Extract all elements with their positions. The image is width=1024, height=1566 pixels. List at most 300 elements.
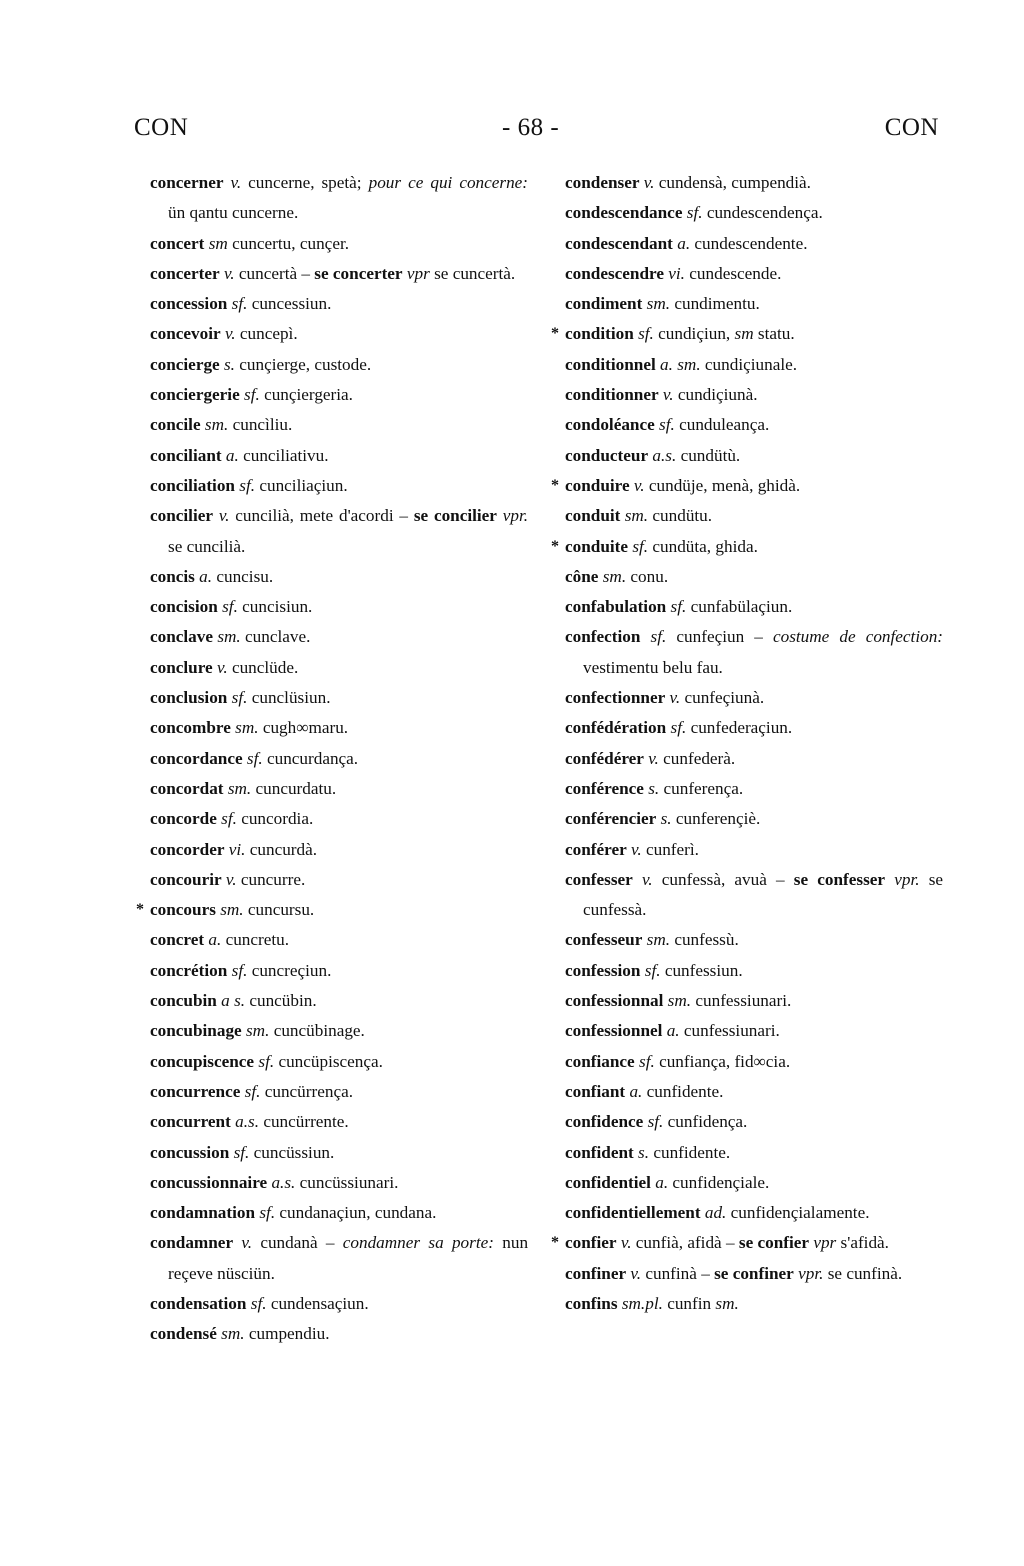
grammar-label: a. xyxy=(655,1172,669,1192)
translation: cunfessù. xyxy=(674,930,739,950)
dictionary-entry xyxy=(565,683,943,713)
translation: cunfidente. xyxy=(653,1142,731,1162)
dictionary-entry xyxy=(565,592,943,622)
headword: concerter xyxy=(150,263,220,283)
dictionary-entry xyxy=(565,441,943,471)
dictionary-entry xyxy=(150,168,528,229)
headword: condensé xyxy=(150,1324,217,1344)
grammar-label: a. sm. xyxy=(660,354,701,374)
grammar-label: v. xyxy=(641,869,653,889)
dictionary-entry xyxy=(150,956,528,986)
dictionary-entry xyxy=(565,1289,943,1319)
headword: conduire xyxy=(565,475,630,495)
grammar-label: sf. xyxy=(221,809,237,829)
dictionary-entry xyxy=(150,804,528,834)
grammar-label: sf. xyxy=(231,960,248,980)
headword: condescendant xyxy=(565,233,673,253)
headword: concrétion xyxy=(150,960,228,980)
phrase-example: pour ce qui concerne: xyxy=(368,173,529,192)
asterisk-marker: * xyxy=(551,537,559,555)
grammar-label: sf. xyxy=(233,1142,250,1162)
translation: cunfabülaçiun. xyxy=(690,597,793,617)
translation: cuncübinage. xyxy=(273,1021,365,1041)
dictionary-entry xyxy=(150,471,528,501)
headword: concordance xyxy=(150,748,243,768)
translation: cundüje, menà, ghidà. xyxy=(648,475,801,495)
headword: concurrence xyxy=(150,1081,241,1101)
dictionary-entry xyxy=(150,653,528,683)
grammar-label: v. xyxy=(648,748,659,768)
translation: cunferença. xyxy=(663,778,744,798)
grammar-label: v. xyxy=(225,869,237,889)
grammar-label: sf. xyxy=(244,385,260,405)
dictionary-entry xyxy=(565,925,943,955)
sub-headword: se confier xyxy=(738,1233,810,1253)
translation: cundensaçiun. xyxy=(270,1293,369,1313)
grammar-label: sm xyxy=(734,324,754,344)
translation: cuncurdatu. xyxy=(255,778,337,798)
headword: concubinage xyxy=(150,1021,242,1041)
phrase-example: condamner sa porte: xyxy=(342,1233,494,1253)
grammar-label: sm. xyxy=(624,506,649,526)
dictionary-entry xyxy=(565,501,943,531)
dictionary-entry xyxy=(551,532,943,562)
headword: condenser xyxy=(565,173,640,192)
grammar-label: sm. xyxy=(235,718,259,738)
dictionary-entry xyxy=(150,1107,528,1137)
translation: cundescendença. xyxy=(706,203,823,223)
grammar-label: sf. xyxy=(246,748,263,768)
dictionary-entry xyxy=(150,289,528,319)
headword: conciliant xyxy=(150,445,222,465)
dictionary-entry xyxy=(565,259,943,289)
translation: cuncessiun. xyxy=(251,294,332,314)
translation: se cuncilià. xyxy=(168,536,246,556)
dictionary-entry xyxy=(150,1168,528,1198)
grammar-label: v. xyxy=(223,263,235,283)
headword: concision xyxy=(150,597,218,617)
headword: confessionnal xyxy=(565,991,664,1011)
dictionary-entry xyxy=(565,410,943,440)
translation: cundüta, ghida. xyxy=(652,536,758,556)
grammar-label: sf. xyxy=(686,203,703,223)
headword: concubin xyxy=(150,991,217,1011)
grammar-label: a.s. xyxy=(235,1112,260,1132)
headword: concession xyxy=(150,294,228,314)
translation: cuncürrença. xyxy=(264,1081,353,1101)
grammar-label: a. xyxy=(208,930,222,950)
grammar-label: a.s. xyxy=(271,1172,296,1192)
dictionary-entry xyxy=(565,835,943,865)
translation: se cuncertà. xyxy=(434,263,516,283)
headword: confidence xyxy=(565,1112,644,1132)
grammar-label: sm. xyxy=(221,1324,245,1344)
translation: cundiçiunà. xyxy=(677,385,758,405)
dictionary-entry xyxy=(150,683,528,713)
dictionary-entry xyxy=(150,1077,528,1107)
translation: conu. xyxy=(630,566,669,586)
grammar-label: sm. xyxy=(227,778,252,798)
dictionary-entry xyxy=(150,259,528,289)
grammar-label: sm. xyxy=(204,415,229,435)
headword: concorde xyxy=(150,809,217,829)
headword: confesser xyxy=(565,869,633,889)
asterisk-marker: * xyxy=(551,325,559,343)
headword: condamnation xyxy=(150,1203,256,1223)
translation: cundanà – xyxy=(260,1233,335,1253)
dictionary-entry xyxy=(150,380,528,410)
headword: concret xyxy=(150,930,205,950)
headword: concile xyxy=(150,415,201,435)
dictionary-entry xyxy=(150,1289,528,1319)
left-column xyxy=(136,168,529,1350)
dictionary-entry xyxy=(565,622,943,683)
headword: confiance xyxy=(565,1051,635,1071)
dictionary-entry xyxy=(150,410,528,440)
grammar-label: v. xyxy=(230,173,242,192)
headword: condamner xyxy=(150,1233,234,1253)
grammar-label: sf. xyxy=(638,324,654,344)
grammar-label: sf. xyxy=(244,1081,261,1101)
headword: conducteur xyxy=(565,445,649,465)
headword: confédération xyxy=(565,718,667,738)
headword: conciergerie xyxy=(150,385,240,405)
grammar-label: v. xyxy=(669,688,681,708)
grammar-label: sm xyxy=(208,233,228,253)
running-head-right: CON xyxy=(884,114,939,141)
grammar-label: sf. xyxy=(258,1051,275,1071)
headword: concilier xyxy=(150,506,213,526)
dictionary-entry xyxy=(551,319,943,349)
headword: confident xyxy=(565,1142,634,1162)
headword: concordat xyxy=(150,778,224,798)
translation: vestimentu belu fau. xyxy=(583,657,723,677)
dictionary-entry xyxy=(150,350,528,380)
dictionary-entry xyxy=(565,289,943,319)
translation: cunferì. xyxy=(645,839,699,859)
headword: concorder xyxy=(150,839,225,859)
grammar-label: a. xyxy=(225,445,239,465)
translation: cuncerne, spetà; xyxy=(248,173,362,192)
translation: cunclave. xyxy=(245,627,311,647)
grammar-label: v. xyxy=(620,1233,632,1253)
grammar-label: sf. xyxy=(239,475,256,495)
translation: cundiçiunale. xyxy=(704,354,798,374)
translation: cuncübin. xyxy=(249,991,317,1011)
translation: cunfin xyxy=(667,1293,712,1313)
translation: cundanaçiun, cundana. xyxy=(279,1203,437,1223)
grammar-label: sm. xyxy=(217,627,241,647)
translation: cuncürrente. xyxy=(263,1112,349,1132)
grammar-label: sf. xyxy=(250,1293,267,1313)
translation: cunfessiunari. xyxy=(683,1021,780,1041)
translation: cunfidençialamente. xyxy=(730,1203,870,1223)
dictionary-entry xyxy=(565,1138,943,1168)
grammar-label: a. xyxy=(199,566,213,586)
translation: cuncertà – xyxy=(238,263,310,283)
asterisk-marker: * xyxy=(551,1234,559,1252)
translation: cunfidença. xyxy=(667,1112,748,1132)
dictionary-entry xyxy=(565,1168,943,1198)
grammar-label: s. xyxy=(648,778,660,798)
phrase-example: costume de confection: xyxy=(772,627,944,647)
headword: conférer xyxy=(565,839,627,859)
headword: confession xyxy=(565,960,641,980)
grammar-label: sm. xyxy=(646,294,671,314)
dictionary-entry xyxy=(565,1047,943,1077)
dictionary-entry xyxy=(150,1198,528,1228)
translation: cumpendiu. xyxy=(248,1324,330,1344)
grammar-label: s. xyxy=(638,1142,650,1162)
translation: cuncordia. xyxy=(241,809,314,829)
dictionary-entry xyxy=(565,804,943,834)
asterisk-marker: * xyxy=(551,476,559,494)
headword: conduit xyxy=(565,506,621,526)
translation: cuncurdà. xyxy=(249,839,318,859)
translation: cunfessiun. xyxy=(664,960,743,980)
headword: confidentiellement xyxy=(565,1203,701,1223)
page-number: - 68 - xyxy=(502,114,560,141)
grammar-label: vpr xyxy=(406,263,430,283)
grammar-label: sm. xyxy=(715,1293,739,1313)
translation: cuncüpiscença. xyxy=(278,1051,383,1071)
grammar-label: sf. xyxy=(647,1112,664,1132)
dictionary-entry xyxy=(565,380,943,410)
headword: confier xyxy=(565,1233,617,1253)
translation: cunduleança. xyxy=(679,415,770,435)
dictionary-entry xyxy=(565,865,943,926)
grammar-label: vi. xyxy=(668,263,685,283)
headword: confiant xyxy=(565,1081,626,1101)
headword: confédérer xyxy=(565,748,644,768)
dictionary-entry xyxy=(565,774,943,804)
dictionary-entry xyxy=(150,319,528,349)
translation: cunçierge, custode. xyxy=(239,354,372,374)
translation: s'afidà. xyxy=(840,1233,889,1253)
translation: nun reçeve nüsciün. xyxy=(168,1233,529,1283)
headword: conférence xyxy=(565,778,644,798)
sub-headword: se concilier xyxy=(413,506,497,526)
translation: cuncertu, cunçer. xyxy=(232,233,350,253)
headword: concourir xyxy=(150,869,222,889)
headword: confins xyxy=(565,1293,618,1313)
grammar-label: sf. xyxy=(222,597,238,617)
dictionary-entry xyxy=(150,865,528,895)
grammar-label: vpr. xyxy=(502,506,529,526)
translation: cuncisiun. xyxy=(242,597,313,617)
grammar-label: sf. xyxy=(659,415,675,435)
translation: cundescende. xyxy=(689,263,782,283)
dictionary-entry xyxy=(150,501,528,562)
dictionary-entry xyxy=(565,1077,943,1107)
grammar-label: v. xyxy=(630,1263,642,1283)
translation: cuncüssiun. xyxy=(253,1142,335,1162)
translation: cunfederà. xyxy=(663,748,736,768)
headword: conclure xyxy=(150,657,213,677)
dictionary-entry xyxy=(150,1047,528,1077)
headword: cône xyxy=(565,566,599,586)
translation: cundütù. xyxy=(680,445,741,465)
grammar-label: v. xyxy=(241,1233,253,1253)
translation: cunçiergeria. xyxy=(264,385,353,405)
dictionary-entry xyxy=(150,744,528,774)
grammar-label: vpr xyxy=(813,1233,837,1253)
translation: cundiçiun, xyxy=(658,324,731,344)
grammar-label: v. xyxy=(217,657,228,677)
headword: concours xyxy=(150,900,216,920)
headword: concupiscence xyxy=(150,1051,255,1071)
headword: condescendance xyxy=(565,203,683,223)
grammar-label: sf. xyxy=(231,688,248,708)
dictionary-entry xyxy=(150,1228,528,1289)
dictionary-entry xyxy=(565,956,943,986)
grammar-label: v. xyxy=(224,324,236,344)
grammar-label: v. xyxy=(662,385,674,405)
translation: cuncreçiun. xyxy=(251,960,332,980)
grammar-label: ad. xyxy=(704,1203,727,1223)
translation: cuncurre. xyxy=(240,869,306,889)
translation: cuncilià, mete d'acordi – xyxy=(235,506,409,526)
running-head-left: CON xyxy=(134,114,189,141)
translation: cunfessà, avuà – xyxy=(661,869,785,889)
translation: cuncüssiunari. xyxy=(299,1172,399,1192)
translation: cugh∞maru. xyxy=(262,718,349,738)
translation: cunciliaçiun. xyxy=(259,475,348,495)
dictionary-entry xyxy=(565,1107,943,1137)
dictionary-entry xyxy=(150,713,528,743)
headword: concert xyxy=(150,233,205,253)
dictionary-entry xyxy=(150,441,528,471)
right-column xyxy=(551,168,944,1319)
translation: cunfidente. xyxy=(646,1081,724,1101)
dictionary-entry xyxy=(565,986,943,1016)
translation: cundimentu. xyxy=(674,294,760,314)
translation: statu. xyxy=(757,324,795,344)
dictionary-entry xyxy=(565,1198,943,1228)
translation: se cunfessà. xyxy=(583,869,944,920)
asterisk-marker: * xyxy=(136,901,144,919)
sub-headword: se confiner xyxy=(714,1263,794,1283)
translation: cuncìliu. xyxy=(232,415,293,435)
headword: conclusion xyxy=(150,688,228,708)
dictionary-entry xyxy=(565,744,943,774)
grammar-label: sf. xyxy=(259,1203,276,1223)
translation: cunfià, afidà – xyxy=(635,1233,735,1253)
translation: cunfeçiunà. xyxy=(684,688,765,708)
grammar-label: sf. xyxy=(644,960,661,980)
grammar-label: s. xyxy=(223,354,235,374)
translation: se cunfinà. xyxy=(827,1263,903,1283)
grammar-label: vi. xyxy=(228,839,246,859)
grammar-label: sm. xyxy=(245,1021,270,1041)
headword: conférencier xyxy=(565,809,657,829)
sub-headword: se concerter xyxy=(314,263,403,283)
grammar-label: sf. xyxy=(639,1051,655,1071)
headword: concierge xyxy=(150,354,220,374)
headword: confessionnel xyxy=(565,1021,663,1041)
grammar-label: a. xyxy=(629,1081,643,1101)
grammar-label: vpr. xyxy=(894,869,920,889)
grammar-label: sf. xyxy=(632,536,649,556)
translation: cunfeçiun – xyxy=(676,627,763,647)
headword: conditionnel xyxy=(565,354,656,374)
translation: cundütu. xyxy=(652,506,713,526)
translation: cuncisu. xyxy=(216,566,274,586)
headword: confiner xyxy=(565,1263,627,1283)
dictionary-entry xyxy=(150,1319,528,1349)
grammar-label: sm. xyxy=(646,930,671,950)
grammar-label: v. xyxy=(643,173,655,192)
dictionary-entry xyxy=(150,562,528,592)
headword: condensation xyxy=(150,1293,247,1313)
translation: cuncepì. xyxy=(239,324,298,344)
sub-headword: se confesser xyxy=(793,869,886,889)
dictionary-entry xyxy=(565,198,943,228)
grammar-label: sm. xyxy=(220,900,244,920)
translation: cunferençiè. xyxy=(675,809,761,829)
dictionary-entry xyxy=(565,229,943,259)
grammar-label: sf. xyxy=(670,718,687,738)
grammar-label: sm. xyxy=(602,566,627,586)
headword: concussionnaire xyxy=(150,1172,268,1192)
headword: conditionner xyxy=(565,385,659,405)
headword: concurrent xyxy=(150,1112,231,1132)
headword: conclave xyxy=(150,627,214,647)
translation: cunfiança, fid∞cia. xyxy=(659,1051,791,1071)
grammar-label: s. xyxy=(660,809,672,829)
grammar-label: sf. xyxy=(670,597,687,617)
page-header xyxy=(134,114,939,146)
translation: cunclüsiun. xyxy=(251,688,331,708)
dictionary-entry xyxy=(150,986,528,1016)
grammar-label: sm.pl. xyxy=(621,1293,663,1313)
dictionary-entry xyxy=(150,622,528,652)
translation: cundensà, cumpendià. xyxy=(658,173,811,192)
headword: condoléance xyxy=(565,415,655,435)
dictionary-entry xyxy=(565,350,943,380)
grammar-label: sf. xyxy=(231,294,248,314)
headword: confabulation xyxy=(565,597,667,617)
dictionary-entry xyxy=(551,1228,943,1258)
headword: conciliation xyxy=(150,475,235,495)
dictionary-entry xyxy=(136,895,528,925)
headword: concerner xyxy=(150,173,224,192)
translation: cunclüde. xyxy=(231,657,299,677)
translation: ün qantu cuncerne. xyxy=(168,203,299,223)
dictionary-entry xyxy=(565,1016,943,1046)
grammar-label: a. xyxy=(666,1021,680,1041)
grammar-label: v. xyxy=(631,839,642,859)
headword: condescendre xyxy=(565,263,664,283)
grammar-label: vpr. xyxy=(798,1263,824,1283)
dictionary-entry xyxy=(150,1138,528,1168)
headword: confection xyxy=(565,627,641,647)
translation: cunciliativu. xyxy=(243,445,329,465)
dictionary-entry xyxy=(150,925,528,955)
grammar-label: v. xyxy=(633,475,645,495)
grammar-label: a s. xyxy=(221,991,246,1011)
dictionary-entry xyxy=(150,592,528,622)
translation: cunfidençiale. xyxy=(672,1172,770,1192)
dictionary-entry xyxy=(150,229,528,259)
dictionary-entry xyxy=(565,168,943,198)
dictionary-entry xyxy=(565,1259,943,1289)
dictionary-entry xyxy=(150,835,528,865)
grammar-label: a.s. xyxy=(652,445,677,465)
headword: confectionner xyxy=(565,688,666,708)
translation: cuncursu. xyxy=(247,900,315,920)
translation: cunfederaçiun. xyxy=(690,718,793,738)
